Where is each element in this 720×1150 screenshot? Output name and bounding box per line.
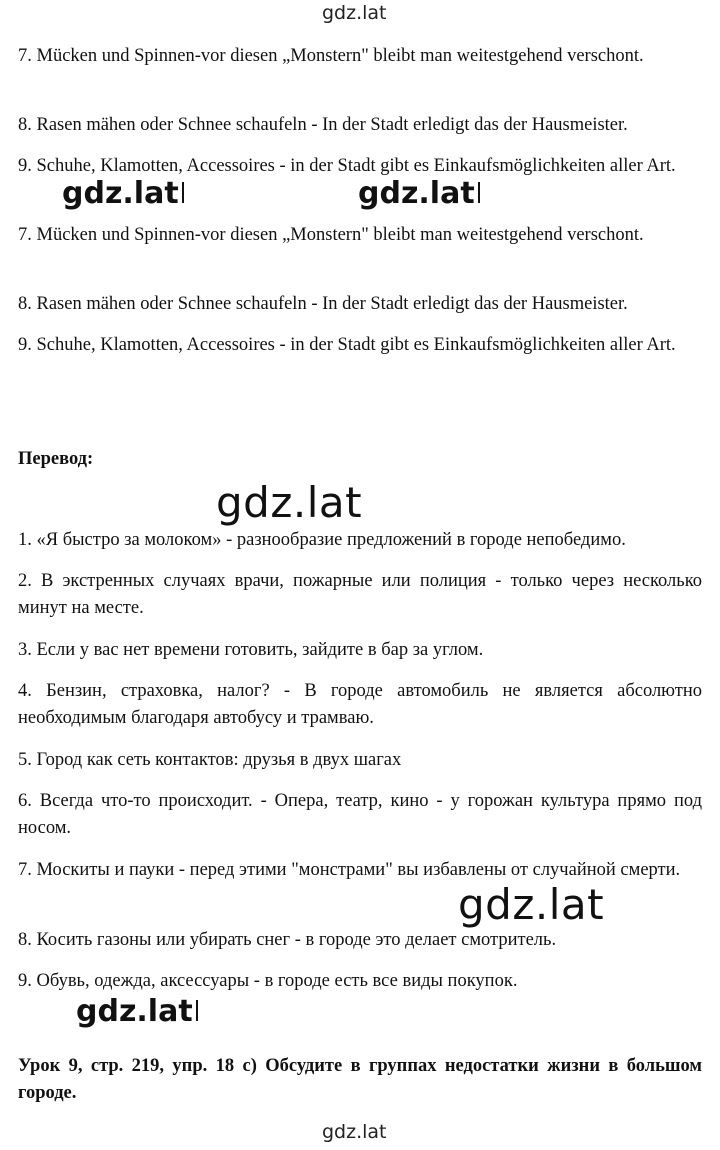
- watermark-1: gdz.lat: [62, 176, 184, 211]
- german-item-5: 8. Rasen mähen oder Schnee schaufeln - In der Stadt erledigt das der Hausmeister.: [18, 115, 628, 135]
- german-item-7: 7. Mücken und Spinnen-vor diesen „Monstern" bleibt man weitestgehend verschont.: [18, 225, 644, 245]
- russian-item-4: 4. Бензин, страховка, налог? - В городе автомобиль не является абсолютно необходимым благодаря автобусу и трамваю.: [18, 681, 702, 728]
- german-item-6: 9. Schuhe, Klamotten, Accessoires - in der Stadt gibt es Einkaufsmöglichkeiten aller Art.: [18, 156, 676, 176]
- watermark-bottom: gdz.lat: [322, 1121, 387, 1143]
- russian-item-9: 9. Обувь, одежда, аксессуары - в городе есть все виды покупок.: [18, 971, 518, 991]
- russian-item-3: 3. Если у вас нет времени готовить, зайдите в бар за углом.: [18, 640, 484, 660]
- russian-item-2: 2. В экстренных случаях врачи, пожарные или полиция - только через несколько минут на месте.: [18, 571, 702, 618]
- german-item-9: 9. Schuhe, Klamotten, Accessoires - in der Stadt gibt es Einkaufsmöglichkeiten aller Art.: [18, 335, 676, 355]
- russian-item-1: 1. «Я быстро за молоком» - разнообразие предложений в городе непобедимо.: [18, 530, 626, 550]
- watermark-top: gdz.lat: [322, 2, 387, 24]
- watermark-big-1: gdz.lat: [216, 478, 363, 527]
- russian-item-7: 7. Москиты и пауки - перед этими "монстрами" вы избавлены от случайной смерти.: [18, 860, 681, 880]
- task-heading: Урок 9, стр. 219, упр. 18 с) Обсудите в группах недостатки жизни в большом городе.: [18, 1056, 702, 1103]
- german-item-4: 7. Mücken und Spinnen-vor diesen „Monstern" bleibt man weitestgehend verschont.: [18, 46, 644, 66]
- watermark-3: gdz.lat: [76, 994, 198, 1029]
- watermark-big-2: gdz.lat: [458, 880, 605, 929]
- german-item-8: 8. Rasen mähen oder Schnee schaufeln - In der Stadt erledigt das der Hausmeister.: [18, 294, 628, 314]
- russian-item-5: 5. Город как сеть контактов: друзья в двух шагах: [18, 750, 402, 770]
- russian-item-8: 8. Косить газоны или убирать снег - в городе это делает смотритель.: [18, 930, 557, 950]
- russian-item-6: 6. Всегда что-то происходит. - Опера, театр, кино - у горожан культура прямо под носом.: [18, 791, 702, 838]
- translation-heading: Перевод:: [18, 449, 94, 469]
- watermark-2: gdz.lat: [358, 176, 480, 211]
